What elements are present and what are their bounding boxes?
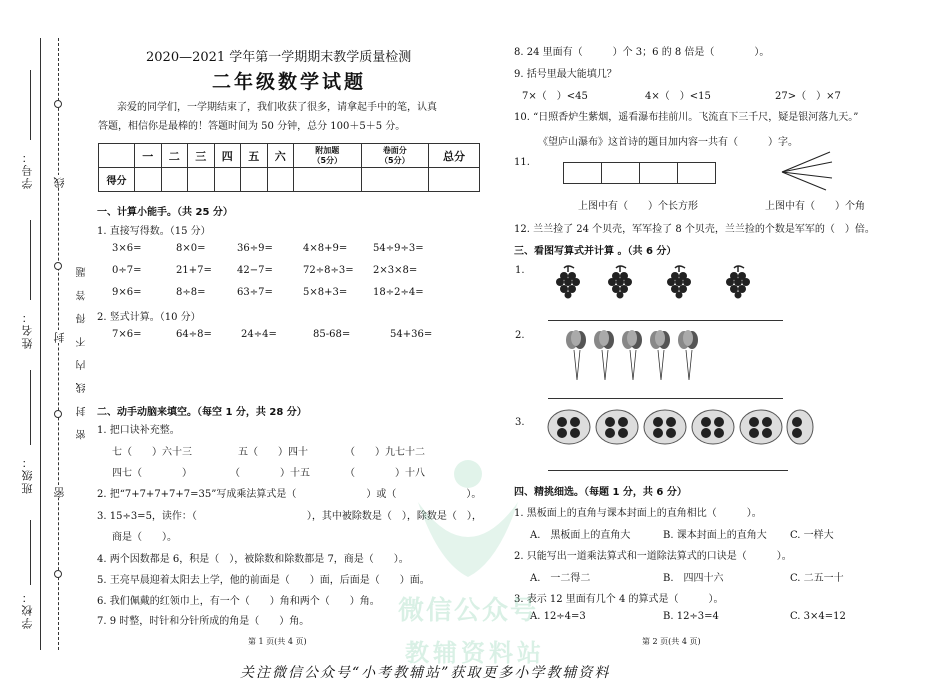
margin-student-no-label: 学号： bbox=[21, 150, 34, 189]
q9: 9. 括号里最大能填几？ bbox=[514, 69, 617, 80]
score-table bbox=[98, 143, 480, 192]
balloon-cluster-icon bbox=[678, 330, 698, 380]
vertical-calc-item: 85-68= bbox=[313, 329, 351, 340]
watermark-line-2: 教辅资料站 bbox=[405, 639, 545, 667]
margin-seal-note: 密 封 线 内 不 得 答 题 bbox=[77, 262, 88, 440]
section2-q7: 7. 9 时整，时针和分针所成的角是（ ）角。 bbox=[97, 616, 310, 627]
score-header-2: 二 bbox=[161, 144, 188, 168]
calc-item: 54÷9÷3= bbox=[373, 243, 424, 254]
section4-q3: 3. 表示 12 里面有几个 4 的算式是（ ）。 bbox=[514, 594, 724, 605]
koujue-item: （ ）九七十二 bbox=[345, 447, 425, 458]
plate-icon bbox=[644, 410, 686, 444]
section4-q2-option-b[interactable]: B. 四四十六 bbox=[663, 573, 724, 584]
grape-icon bbox=[726, 266, 750, 299]
score-table-value-row bbox=[99, 168, 480, 192]
calc-item: 2×3×8= bbox=[373, 265, 418, 276]
section4-q2-option-a[interactable]: A. 一二得二 bbox=[530, 573, 591, 584]
q10-line1: 10. “日照香炉生紫烟，遥看瀑布挂前川。飞流直下三千尺，疑是银河落九天。” bbox=[514, 112, 859, 123]
score-header-total: 总分 bbox=[429, 144, 480, 168]
exam-title: 2020—2021 学年第一学期期末教学质量检测 bbox=[146, 50, 412, 65]
watermark-logo-icon bbox=[398, 452, 538, 582]
school-field[interactable] bbox=[30, 520, 31, 585]
section2-q3-line2: 商是（ ）。 bbox=[112, 532, 177, 543]
score-header-6: 六 bbox=[267, 144, 294, 168]
plate-icon bbox=[596, 410, 638, 444]
margin-dashed-line bbox=[58, 38, 59, 650]
student-no-field[interactable] bbox=[30, 70, 31, 140]
page2-number: 第 2 页(共 4 页) bbox=[642, 637, 701, 646]
q11-rect-answer: 上图中有（ ）个长方形 bbox=[578, 201, 698, 212]
q9-item: 4×（ ）<15 bbox=[645, 91, 711, 102]
margin-hole bbox=[54, 570, 62, 578]
score-header-5: 五 bbox=[241, 144, 268, 168]
score-table-header-row bbox=[99, 144, 480, 168]
page1-number: 第 1 页(共 4 页) bbox=[248, 637, 307, 646]
plates-group bbox=[545, 407, 817, 447]
section2-q1-label: 1. 把口诀补充整。 bbox=[97, 425, 180, 436]
vertical-calc-item: 24÷4= bbox=[241, 329, 277, 340]
section2-q2: 2. 把“7+7+7+7+7=35”写成乘法算式是（ ）或（ ）。 bbox=[97, 489, 482, 500]
section4-q2: 2. 只能写出一道乘法算式和一道除法算式的口诀是（ ）。 bbox=[514, 551, 792, 562]
calc-item: 42−7= bbox=[237, 265, 273, 276]
plate-icon bbox=[548, 410, 590, 444]
section3-item-1: 1. bbox=[515, 265, 525, 276]
koujue-item: 四七（ ） bbox=[112, 468, 192, 479]
section4-heading: 四、精挑细选。（每题 1 分，共 6 分） bbox=[514, 487, 687, 498]
score-header-bonus: 附加题 （5分） bbox=[294, 144, 362, 168]
section1-q2-label: 2. 竖式计算。（10 分） bbox=[97, 312, 201, 323]
section4-q1-option-b[interactable]: B. 课本封面上的直角大 bbox=[663, 530, 767, 541]
koujue-item: （ ）十五 bbox=[230, 468, 310, 479]
margin-mi-mark: 密 bbox=[53, 485, 66, 498]
score-cell[interactable] bbox=[294, 168, 362, 192]
section3-answer-line-2[interactable] bbox=[548, 398, 783, 399]
score-cell[interactable] bbox=[214, 168, 241, 192]
balloons-group bbox=[562, 328, 712, 384]
section4-q1: 1. 黑板面上的直角与课本封面上的直角相比（ ）。 bbox=[514, 508, 762, 519]
calc-item: 0÷7= bbox=[112, 265, 142, 276]
grapes-group bbox=[548, 260, 768, 300]
score-header-3: 三 bbox=[188, 144, 215, 168]
q9-item: 27>（ ）×7 bbox=[775, 91, 841, 102]
section4-q3-option-c[interactable]: C. 3×4=12 bbox=[790, 611, 846, 622]
section1-q1-label: 1. 直接写得数。（15 分） bbox=[97, 226, 211, 237]
intro-line-1: 亲爱的同学们，一学期结束了，我们收获了很多，请拿起手中的笔，认真 bbox=[117, 102, 437, 113]
score-cell[interactable] bbox=[267, 168, 294, 192]
section2-q3-line1: 3. 15÷3=5，读作：（ ），其中被除数是（ ），除数是（ ）， bbox=[97, 511, 482, 522]
section4-q3-option-a[interactable]: A. 12÷4=3 bbox=[530, 611, 586, 622]
margin-solid-line bbox=[40, 38, 41, 650]
rect-box bbox=[563, 162, 602, 184]
calc-item: 21+7= bbox=[176, 265, 212, 276]
section3-answer-line-1[interactable] bbox=[548, 320, 783, 321]
score-corner-cell bbox=[99, 144, 135, 168]
calc-item: 63÷7= bbox=[237, 287, 273, 298]
balloon-cluster-icon bbox=[566, 330, 586, 380]
section4-q3-option-b[interactable]: B. 12÷3=4 bbox=[663, 611, 719, 622]
score-cell[interactable] bbox=[135, 168, 162, 192]
watermark-line-1: 微信公众号 bbox=[398, 596, 539, 626]
q11-angle-answer: 上图中有（ ）个角 bbox=[765, 201, 865, 212]
score-cell[interactable] bbox=[361, 168, 429, 192]
calc-item: 8÷8= bbox=[176, 287, 206, 298]
plate-icon bbox=[740, 410, 782, 444]
margin-name-label: 姓名： bbox=[21, 310, 34, 349]
plate-icon bbox=[787, 410, 813, 444]
score-cell[interactable] bbox=[161, 168, 188, 192]
q9-item: 7×（ ）<45 bbox=[522, 91, 588, 102]
grape-icon bbox=[608, 266, 632, 299]
balloon-cluster-icon bbox=[594, 330, 614, 380]
vertical-calc-item: 7×6= bbox=[112, 329, 142, 340]
footer-note: 关注微信公众号“小考教辅站”获取更多小学教辅资料 bbox=[240, 665, 611, 681]
calc-item: 8×0= bbox=[176, 243, 206, 254]
q11-label: 11. bbox=[514, 157, 530, 168]
section3-heading: 三、看图写算式并计算 。（共 6 分） bbox=[514, 246, 677, 257]
q10-line2: 《望庐山瀑布》这首诗的题目加内容一共有（ ）字。 bbox=[538, 137, 798, 148]
section2-heading: 二、动手动脑来填空。（每空 1 分，共 28 分） bbox=[97, 407, 307, 418]
section1-heading: 一、计算小能手。（共 25 分） bbox=[97, 207, 233, 218]
rect-box bbox=[639, 162, 678, 184]
section4-q2-option-c[interactable]: C. 二五一十 bbox=[790, 573, 844, 584]
subject-title: 二年级数学试题 bbox=[212, 71, 367, 93]
margin-feng-mark: 封 bbox=[53, 330, 66, 343]
margin-xian-mark: 线 bbox=[53, 175, 66, 188]
koujue-item: （ ）十八 bbox=[345, 468, 425, 479]
margin-school-label: 学校： bbox=[21, 590, 34, 629]
calc-item: 72÷8÷3= bbox=[303, 265, 354, 276]
section3-item-3: 3. bbox=[515, 417, 525, 428]
balloon-cluster-icon bbox=[650, 330, 670, 380]
vertical-calc-item: 64÷8= bbox=[176, 329, 212, 340]
grape-icon bbox=[556, 266, 580, 299]
calc-item: 9×6= bbox=[112, 287, 142, 298]
section2-q4: 4. 两个因数都是 6，积是（ ），被除数和除数都是 7，商是（ ）。 bbox=[97, 554, 409, 565]
section4-q1-option-a[interactable]: A. 黑板面上的直角大 bbox=[530, 530, 631, 541]
q11-rectangle-figure bbox=[564, 162, 716, 184]
margin-hole bbox=[54, 262, 62, 270]
q12: 12. 兰兰捡了 24 个贝壳，军军捡了 8 个贝壳，兰兰捡的个数是军军的（ ）倍。 bbox=[514, 224, 875, 235]
intro-line-2: 答题，相信你是最棒的！答题时间为 50 分钟，总分 100＋5＋5 分。 bbox=[98, 121, 406, 132]
margin-hole bbox=[54, 410, 62, 418]
class-field[interactable] bbox=[30, 370, 31, 445]
koujue-item: 七（ ）六十三 bbox=[112, 447, 192, 458]
rect-box bbox=[677, 162, 716, 184]
margin-class-label: 班级： bbox=[21, 455, 34, 494]
q11-angle-figure bbox=[778, 148, 834, 194]
margin-hole bbox=[54, 100, 62, 108]
balloon-cluster-icon bbox=[622, 330, 642, 380]
score-header-1: 一 bbox=[135, 144, 162, 168]
calc-item: 4×8+9= bbox=[303, 243, 348, 254]
q8: 8. 24 里面有（ ）个 3；6 的 8 倍是（ ）。 bbox=[514, 47, 770, 58]
vertical-calc-item: 54+36= bbox=[390, 329, 433, 340]
name-field[interactable] bbox=[30, 220, 31, 300]
section4-q1-option-c[interactable]: C. 一样大 bbox=[790, 530, 834, 541]
score-header-4: 四 bbox=[214, 144, 241, 168]
plate-icon bbox=[692, 410, 734, 444]
grape-icon bbox=[667, 266, 691, 299]
section2-q5: 5. 王亮早晨迎着太阳去上学，他的前面是（ ）面，后面是（ ）面。 bbox=[97, 575, 430, 586]
score-row-label: 得分 bbox=[99, 168, 135, 192]
score-cell[interactable] bbox=[241, 168, 268, 192]
score-header-neatness: 卷面分 （5分） bbox=[361, 144, 429, 168]
calc-item: 3×6= bbox=[112, 243, 142, 254]
score-cell[interactable] bbox=[429, 168, 480, 192]
calc-item: 36÷9= bbox=[237, 243, 273, 254]
calc-item: 18÷2÷4= bbox=[373, 287, 424, 298]
section3-answer-line-3[interactable] bbox=[548, 470, 788, 471]
calc-item: 5×8+3= bbox=[303, 287, 348, 298]
section2-q6: 6. 我们佩戴的红领巾上，有一个（ ）角和两个（ ）角。 bbox=[97, 596, 380, 607]
rect-box bbox=[601, 162, 640, 184]
section3-item-2: 2. bbox=[515, 330, 525, 341]
koujue-item: 五（ ）四十 bbox=[238, 447, 308, 458]
score-cell[interactable] bbox=[188, 168, 215, 192]
